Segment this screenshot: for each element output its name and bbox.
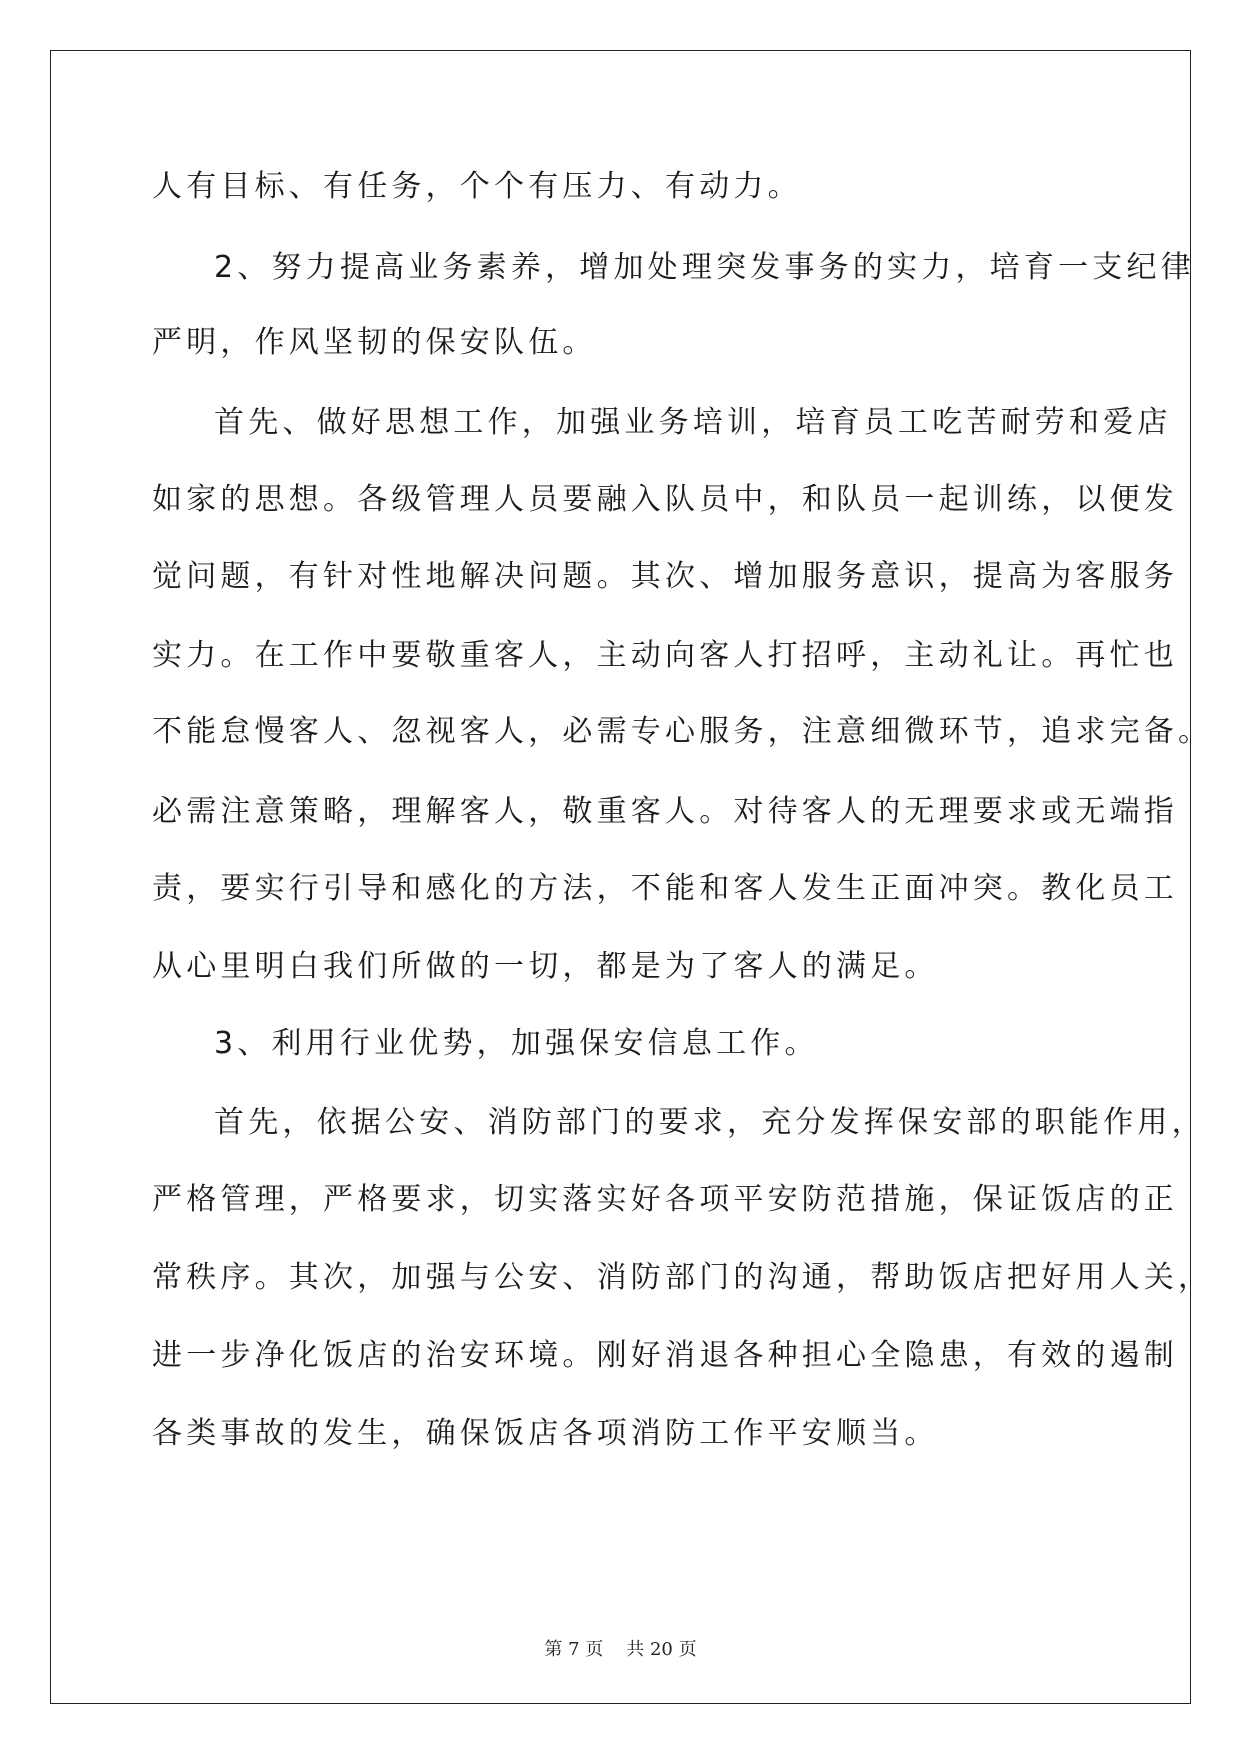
text-line: 如家的思想。各级管理人员要融入队员中，和队员一起训练，以便发 — [152, 482, 1178, 517]
text-line: 2、努力提高业务素养，增加处理突发事务的实力，培育一支纪律 — [214, 250, 1195, 285]
text-line: 觉问题，有针对性地解决问题。其次、增加服务意识，提高为客服务 — [152, 559, 1178, 594]
text-line: 首先、做好思想工作，加强业务培训，培育员工吃苦耐劳和爱店 — [214, 405, 1172, 440]
text-line: 各类事故的发生，确保饭店各项消防工作平安顺当。 — [152, 1416, 939, 1451]
text-line: 人有目标、有任务，个个有压力、有动力。 — [152, 169, 802, 204]
text-line: 首先，依据公安、消防部门的要求，充分发挥保安部的职能作用， — [214, 1105, 1206, 1140]
text-line: 常秩序。其次，加强与公安、消防部门的沟通，帮助饭店把好用人关， — [152, 1260, 1213, 1295]
page-number: 第 7 页 — [544, 1639, 604, 1660]
text-line: 必需注意策略，理解客人，敬重客人。对待客人的无理要求或无端指 — [152, 794, 1178, 829]
page-footer — [0, 1635, 1241, 1661]
text-line: 严格管理，严格要求，切实落实好各项平安防范措施，保证饭店的正 — [152, 1182, 1178, 1217]
text-line: 3、利用行业优势，加强保安信息工作。 — [214, 1026, 819, 1061]
text-line: 责，要实行引导和感化的方法，不能和客人发生正面冲突。教化员工 — [152, 871, 1178, 906]
text-line: 进一步净化饭店的治安环境。刚好消退各种担心全隐患，有效的遏制 — [152, 1338, 1178, 1373]
text-line: 严明，作风坚韧的保安队伍。 — [152, 325, 597, 360]
text-line: 从心里明白我们所做的一切，都是为了客人的满足。 — [152, 949, 939, 984]
page-total: 共 20 页 — [626, 1639, 697, 1660]
text-line: 不能怠慢客人、忽视客人，必需专心服务，注意细微环节，追求完备。 — [152, 714, 1213, 749]
text-line: 实力。在工作中要敬重客人，主动向客人打招呼，主动礼让。再忙也 — [152, 638, 1178, 673]
